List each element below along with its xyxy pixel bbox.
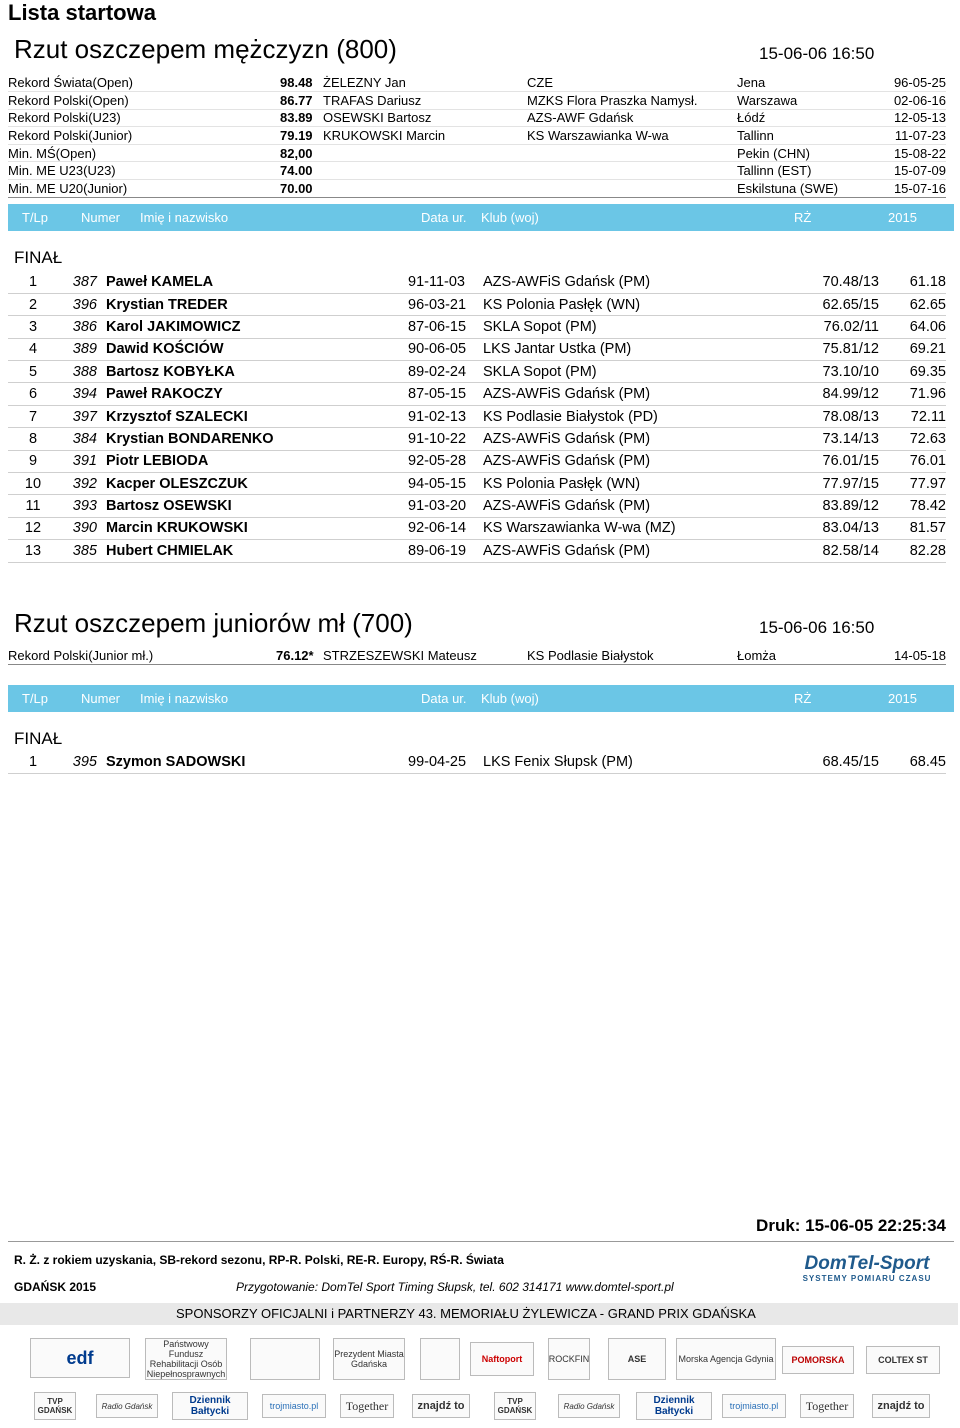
column-header-bar xyxy=(8,685,954,712)
athlete-sb: 72.11 xyxy=(879,405,946,427)
header-club: Klub (woj) xyxy=(481,691,539,706)
athlete-number: 390 xyxy=(58,517,97,539)
record-holder xyxy=(323,162,527,180)
sponsor-logo: Naftoport xyxy=(470,1342,534,1376)
athletes-table xyxy=(8,271,946,563)
sponsor-bar xyxy=(0,1303,958,1325)
athlete-name: Krzysztof SZALECKI xyxy=(97,405,408,427)
athlete-row xyxy=(8,293,946,315)
record-row xyxy=(8,74,946,92)
record-date: 15-08-22 xyxy=(893,145,946,161)
footer-prepared: Przygotowanie: DomTel Sport Timing Słupsk, tel. 602 314171 www.domtel-sport.pl xyxy=(236,1280,674,1294)
athlete-pb: 68.45/15 xyxy=(729,751,879,773)
athlete-pb: 62.65/15 xyxy=(729,293,879,315)
sponsor-logo: trojmiasto.pl xyxy=(262,1394,326,1418)
header-lp: T/Lp xyxy=(22,691,49,706)
domtel-logo-sub: SYSTEMY POMIARU CZASU xyxy=(802,1274,932,1283)
header-name: Imię i nazwisko xyxy=(140,691,229,706)
record-value: 98.48 xyxy=(280,75,313,91)
sponsor-logo: TVP GDAŃSK xyxy=(494,1392,536,1420)
athlete-club: LKS Fenix Słupsk (PM) xyxy=(483,751,729,773)
athlete-row xyxy=(8,405,946,427)
record-label: Rekord Polski(Junior mł.) xyxy=(8,648,154,664)
athlete-club: KS Warszawianka W-wa (MZ) xyxy=(483,517,729,539)
athlete-number: 394 xyxy=(58,383,97,405)
athlete-sb: 71.96 xyxy=(879,383,946,405)
record-date: 15-07-09 xyxy=(893,163,946,179)
header-pb: RŻ xyxy=(794,691,812,706)
athlete-number: 385 xyxy=(58,540,97,562)
athlete-number: 393 xyxy=(58,495,97,517)
athlete-lp: 5 xyxy=(8,361,58,383)
athlete-lp: 13 xyxy=(8,540,58,562)
record-place: Warszawa xyxy=(737,92,798,108)
sponsor-logo: ASE xyxy=(608,1338,666,1380)
sponsor-logo: Morska Agencja Gdynia xyxy=(676,1338,776,1380)
athlete-name: Bartosz KOBYŁKA xyxy=(97,361,408,383)
footer-city: GDAŃSK 2015 xyxy=(14,1280,97,1294)
athlete-lp: 1 xyxy=(8,751,58,773)
athlete-dob: 90-06-05 xyxy=(408,338,483,360)
column-header-bar xyxy=(8,204,954,231)
sponsor-logo: Dziennik Bałtycki xyxy=(636,1392,712,1420)
sponsor-logo: Together xyxy=(800,1394,854,1418)
athletes-table xyxy=(8,751,946,774)
athlete-number: 384 xyxy=(58,428,97,450)
sponsor-logo xyxy=(250,1338,320,1380)
sponsor-logo: Radio Gdańsk xyxy=(96,1394,158,1418)
athlete-dob: 91-10-22 xyxy=(408,428,483,450)
athlete-dob: 92-05-28 xyxy=(408,450,483,472)
athlete-row xyxy=(8,473,946,495)
athlete-sb: 82.28 xyxy=(879,540,946,562)
athlete-lp: 3 xyxy=(8,316,58,338)
athlete-club: LKS Jantar Ustka (PM) xyxy=(483,338,729,360)
athlete-name: Karol JAKIMOWICZ xyxy=(97,316,408,338)
athlete-lp: 6 xyxy=(8,383,58,405)
records-table xyxy=(8,647,946,665)
record-label: Rekord Polski(Open) xyxy=(8,92,129,108)
athlete-pb: 83.04/13 xyxy=(729,517,879,539)
athlete-name: Paweł RAKOCZY xyxy=(97,383,408,405)
athlete-pb: 73.14/13 xyxy=(729,428,879,450)
record-value: 79.19 xyxy=(280,128,313,144)
athlete-sb: 76.01 xyxy=(879,450,946,472)
print-date: Druk: 15-06-05 22:25:34 xyxy=(756,1216,946,1235)
domtel-logo xyxy=(792,1254,942,1286)
athlete-club: AZS-AWFiS Gdańsk (PM) xyxy=(483,271,729,293)
athlete-number: 386 xyxy=(58,316,97,338)
header-dob: Data ur. xyxy=(421,691,467,706)
record-holder xyxy=(323,180,527,198)
domtel-logo-text: DomTel-Sport xyxy=(804,1253,930,1274)
athlete-club: KS Polonia Pasłęk (WN) xyxy=(483,473,729,495)
record-date: 02-06-16 xyxy=(893,92,946,108)
header-lp: T/Lp xyxy=(22,210,49,225)
document-title: Lista startowa xyxy=(8,0,156,25)
footer-divider xyxy=(8,1241,954,1242)
athlete-lp: 2 xyxy=(8,293,58,315)
record-date: 11-07-23 xyxy=(894,128,946,144)
record-value: 70.00 xyxy=(280,180,313,196)
sponsor-logo: Radio Gdańsk xyxy=(558,1394,620,1418)
event-title: Rzut oszczepem mężczyzn (800) xyxy=(14,34,397,64)
athlete-pb: 70.48/13 xyxy=(729,271,879,293)
athlete-dob: 96-03-21 xyxy=(408,293,483,315)
record-place: Łomża xyxy=(737,648,777,664)
record-club: CZE xyxy=(527,75,553,91)
header-number: Numer xyxy=(81,210,121,225)
athlete-pb: 75.81/12 xyxy=(729,338,879,360)
sponsor-logo: ROCKFIN xyxy=(548,1338,590,1380)
record-holder: TRAFAS Dariusz xyxy=(323,92,422,108)
athlete-number: 387 xyxy=(58,271,97,293)
athlete-sb: 78.42 xyxy=(879,495,946,517)
record-club: MZKS Flora Praszka Namysł. xyxy=(527,92,698,108)
header-pb: RŻ xyxy=(794,210,812,225)
athlete-name: Kacper OLESZCZUK xyxy=(97,473,408,495)
sponsor-logo: edf xyxy=(30,1338,130,1378)
athlete-name: Dawid KOŚCIÓW xyxy=(97,338,408,360)
final-label: FINAŁ xyxy=(14,729,63,748)
record-date: 12-05-13 xyxy=(893,110,946,126)
record-value: 86.77 xyxy=(280,92,313,108)
athlete-name: Hubert CHMIELAK xyxy=(97,540,408,562)
athlete-number: 391 xyxy=(58,450,97,472)
record-value: 76.12* xyxy=(276,648,314,664)
athlete-number: 397 xyxy=(58,405,97,427)
record-row xyxy=(8,144,946,162)
record-label: Min. ME U23(U23) xyxy=(8,163,116,179)
record-place: Tallinn xyxy=(737,128,774,144)
athlete-pb: 76.01/15 xyxy=(729,450,879,472)
athlete-pb: 82.58/14 xyxy=(729,540,879,562)
header-dob: Data ur. xyxy=(421,210,467,225)
record-date: 14-05-18 xyxy=(893,648,946,664)
athlete-club: AZS-AWFiS Gdańsk (PM) xyxy=(483,383,729,405)
athlete-pb: 73.10/10 xyxy=(729,361,879,383)
athlete-row xyxy=(8,361,946,383)
athlete-club: AZS-AWFiS Gdańsk (PM) xyxy=(483,450,729,472)
event-title: Rzut oszczepem juniorów mł (700) xyxy=(14,608,413,638)
athlete-lp: 9 xyxy=(8,450,58,472)
athlete-dob: 92-06-14 xyxy=(408,517,483,539)
record-row xyxy=(8,109,946,127)
athlete-name: Krystian BONDARENKO xyxy=(97,428,408,450)
header-number: Numer xyxy=(81,691,121,706)
athlete-lp: 10 xyxy=(8,473,58,495)
athlete-lp: 12 xyxy=(8,517,58,539)
record-label: Min. ME U20(Junior) xyxy=(8,180,128,196)
athlete-sb: 69.21 xyxy=(879,338,946,360)
sponsor-logo: znajdź to xyxy=(412,1394,470,1418)
record-label: Rekord Świata(Open) xyxy=(8,75,133,91)
record-holder: ŻELEZNY Jan xyxy=(323,75,406,91)
athlete-club: AZS-AWFiS Gdańsk (PM) xyxy=(483,495,729,517)
athlete-club: SKLA Sopot (PM) xyxy=(483,361,729,383)
header-club: Klub (woj) xyxy=(481,210,539,225)
record-club: AZS-AWF Gdańsk xyxy=(527,110,634,126)
athlete-number: 395 xyxy=(58,751,97,773)
record-row xyxy=(8,127,946,145)
record-club xyxy=(527,180,737,198)
athlete-row xyxy=(8,495,946,517)
athlete-sb: 64.06 xyxy=(879,316,946,338)
record-row xyxy=(8,162,946,180)
athlete-club: SKLA Sopot (PM) xyxy=(483,316,729,338)
footer-legend: R. Ż. z rokiem uzyskania, SB-rekord sezonu, RP-R. Polski, RE-R. Europy, RŚ-R. Świata xyxy=(14,1253,504,1267)
athlete-pb: 76.02/11 xyxy=(729,316,879,338)
record-label: Min. MŚ(Open) xyxy=(8,145,97,161)
record-club: KS Podlasie Białystok xyxy=(527,648,654,664)
record-place: Eskilstuna (SWE) xyxy=(737,180,839,196)
record-row xyxy=(8,92,946,110)
record-holder xyxy=(323,144,527,162)
event-datetime: 15-06-06 16:50 xyxy=(759,44,875,63)
athlete-dob: 99-04-25 xyxy=(408,751,483,773)
sponsor-logo: TVP GDAŃSK xyxy=(34,1392,76,1420)
sponsor-logo: znajdź to xyxy=(872,1394,930,1418)
sponsor-logo: Together xyxy=(340,1394,394,1418)
athlete-pb: 84.99/12 xyxy=(729,383,879,405)
athlete-sb: 62.65 xyxy=(879,293,946,315)
record-date: 96-05-25 xyxy=(893,75,946,91)
header-year: 2015 xyxy=(888,691,917,706)
athlete-club: KS Podlasie Białystok (PD) xyxy=(483,405,729,427)
athlete-dob: 87-06-15 xyxy=(408,316,483,338)
athlete-dob: 91-02-13 xyxy=(408,405,483,427)
record-date: 15-07-16 xyxy=(893,180,946,196)
header-name: Imię i nazwisko xyxy=(140,210,229,225)
athlete-sb: 68.45 xyxy=(879,751,946,773)
athlete-dob: 87-05-15 xyxy=(408,383,483,405)
record-club xyxy=(527,162,737,180)
athlete-club: AZS-AWFiS Gdańsk (PM) xyxy=(483,428,729,450)
athlete-number: 392 xyxy=(58,473,97,495)
record-holder: STRZESZEWSKI Mateusz xyxy=(323,648,477,664)
athlete-sb: 72.63 xyxy=(879,428,946,450)
athlete-dob: 91-03-20 xyxy=(408,495,483,517)
athlete-lp: 8 xyxy=(8,428,58,450)
athlete-name: Piotr LEBIODA xyxy=(97,450,408,472)
athlete-number: 389 xyxy=(58,338,97,360)
record-label: Rekord Polski(Junior) xyxy=(8,128,133,144)
athlete-lp: 11 xyxy=(8,495,58,517)
header-year: 2015 xyxy=(888,210,917,225)
sponsor-logo: COLTEX ST xyxy=(866,1346,940,1374)
athlete-row xyxy=(8,751,946,773)
athlete-row xyxy=(8,338,946,360)
record-club xyxy=(527,144,737,162)
record-club: KS Warszawianka W-wa xyxy=(527,128,669,144)
athlete-dob: 94-05-15 xyxy=(408,473,483,495)
sponsor-logo: Dziennik Bałtycki xyxy=(172,1392,248,1420)
athlete-row xyxy=(8,517,946,539)
athlete-dob: 89-02-24 xyxy=(408,361,483,383)
sponsor-logo xyxy=(420,1338,460,1380)
record-label: Rekord Polski(U23) xyxy=(8,110,121,126)
record-value: 82,00 xyxy=(280,145,313,161)
athlete-lp: 1 xyxy=(8,271,58,293)
athlete-club: AZS-AWFiS Gdańsk (PM) xyxy=(483,540,729,562)
athlete-name: Paweł KAMELA xyxy=(97,271,408,293)
athlete-row xyxy=(8,383,946,405)
sponsor-logo: Prezydent Miasta Gdańska xyxy=(333,1338,405,1380)
athlete-pb: 83.89/12 xyxy=(729,495,879,517)
sponsor-logo: trojmiasto.pl xyxy=(722,1394,786,1418)
athlete-name: Krystian TREDER xyxy=(97,293,408,315)
athlete-sb: 69.35 xyxy=(879,361,946,383)
athlete-number: 396 xyxy=(58,293,97,315)
athlete-row xyxy=(8,450,946,472)
event-datetime: 15-06-06 16:50 xyxy=(759,618,875,637)
athlete-sb: 81.57 xyxy=(879,517,946,539)
athlete-row xyxy=(8,271,946,293)
athlete-pb: 77.97/15 xyxy=(729,473,879,495)
final-label: FINAŁ xyxy=(14,248,63,267)
athlete-row xyxy=(8,316,946,338)
sponsor-logo: POMORSKA xyxy=(782,1346,854,1374)
athlete-sb: 61.18 xyxy=(879,271,946,293)
athlete-pb: 78.08/13 xyxy=(729,405,879,427)
athlete-lp: 4 xyxy=(8,338,58,360)
athlete-dob: 91-11-03 xyxy=(408,271,483,293)
athlete-name: Bartosz OSEWSKI xyxy=(97,495,408,517)
athlete-name: Szymon SADOWSKI xyxy=(97,751,408,773)
record-holder: KRUKOWSKI Marcin xyxy=(323,128,446,144)
record-value: 83.89 xyxy=(280,110,313,126)
sponsor-logo: Państwowy Fundusz Rehabilitacji Osób Niepełnosprawnych xyxy=(146,1339,226,1379)
record-holder: OSEWSKI Bartosz xyxy=(323,110,432,126)
athlete-lp: 7 xyxy=(8,405,58,427)
record-row xyxy=(8,647,946,665)
record-place: Łódź xyxy=(737,110,766,126)
athlete-number: 388 xyxy=(58,361,97,383)
records-table xyxy=(8,74,946,198)
sponsor-title: SPONSORZY OFICJALNI i PARTNERZY 43. MEMORIAŁU ŻYLEWICZA - GRAND PRIX GDAŃSKA xyxy=(176,1306,756,1321)
record-place: Jena xyxy=(737,75,766,91)
athlete-dob: 89-06-19 xyxy=(408,540,483,562)
athlete-row xyxy=(8,540,946,562)
record-place: Tallinn (EST) xyxy=(737,163,812,179)
athlete-sb: 77.97 xyxy=(879,473,946,495)
athlete-club: KS Polonia Pasłęk (WN) xyxy=(483,293,729,315)
record-place: Pekin (CHN) xyxy=(737,145,810,161)
athlete-row xyxy=(8,428,946,450)
record-row xyxy=(8,180,946,198)
athlete-name: Marcin KRUKOWSKI xyxy=(97,517,408,539)
record-value: 74.00 xyxy=(280,163,313,179)
